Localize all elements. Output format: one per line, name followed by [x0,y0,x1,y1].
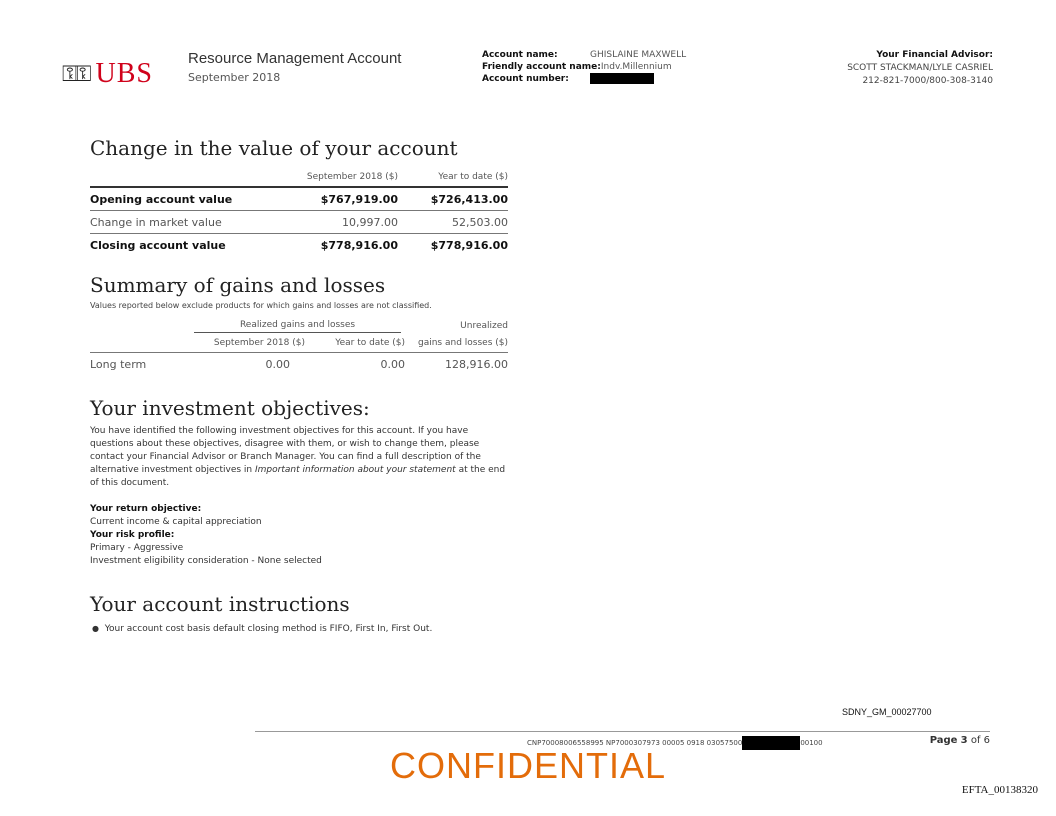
gains-section-title: Summary of gains and losses [90,273,386,297]
objectives-text: You have identified the following investment objectives for this account. If you have questions about these objectives, disagree with them, or wish to change them, please contact your Financial Advisor or Branch Manager. You can find a full description of the alternative investment objectives in [90,426,481,475]
row-label: Opening account value [90,192,233,206]
ubs-keys-icon: ⚿⚿ [62,61,88,87]
col-month-header: September 2018 ($) [306,172,398,182]
objectives-paragraph [90,425,510,490]
objectives-details [90,503,510,568]
statement-period: September 2018 [188,71,281,84]
row-month: $767,919.00 [320,192,398,206]
row-month: $778,916.00 [320,238,398,252]
footer-divider [255,731,990,732]
table-row [90,210,508,233]
objectives-text-end: at the end of this document. [90,465,506,488]
page-indicator [930,735,990,746]
advisor-names: SCOTT STACKMAN/LYLE CASRIEL [847,63,993,73]
row-ytd: $726,413.00 [430,192,508,206]
row-label: Closing account value [90,238,226,252]
advisor-phones: 212-821-7000/800-308-3140 [862,76,993,86]
account-info [482,49,686,85]
account-name-label: Account name: [482,50,558,60]
bates-number: SDNY_GM_00027700 [842,707,932,717]
gains-group-header [90,318,508,334]
objectives-section-title: Your investment objectives: [90,396,370,420]
page-number: 3 [960,735,968,746]
advisor-label: Your Financial Advisor: [876,50,993,60]
financial-advisor [847,49,993,88]
account-number-redaction [590,73,654,84]
table-row [90,352,508,375]
gains-note: Values reported below exclude products for which gains and losses are not classified. [90,301,432,310]
table-row [90,186,508,210]
confidential-stamp: CONFIDENTIAL [390,745,667,786]
page-total: of 6 [970,735,990,746]
change-table-header [90,168,508,186]
instructions-section-title: Your account instructions [90,592,350,616]
statement-title: Resource Management Account [188,50,402,67]
row-ytd: 52,503.00 [452,215,508,229]
ubs-logo-text: UBS [95,58,153,89]
gains-table [90,318,508,375]
col-unrealized-header: gains and losses ($) [418,338,508,348]
risk-profile-value: Primary - Aggressive [90,543,184,553]
gains-col-header [90,334,508,352]
return-objective-label: Your return objective: [90,504,202,514]
row-ytd: 0.00 [380,357,405,371]
row-ytd: $778,916.00 [430,238,508,252]
change-section-title: Change in the value of your account [90,136,458,160]
instructions-item [92,622,512,636]
footer-code-right: 00100 [800,739,823,747]
risk-profile-label: Your risk profile: [90,530,175,540]
instructions-text: Your account cost basis default closing method is FIFO, First In, First Out. [104,624,433,634]
realized-header: Realized gains and losses [194,320,401,333]
objectives-link-text: Important information about your statement [255,465,456,475]
friendly-name-value: Indv.Millennium [600,62,672,72]
col-ytd-header: Year to date ($) [438,172,508,182]
change-table [90,168,508,256]
return-objective-value: Current income & capital appreciation [90,517,262,527]
ubs-logo [62,58,153,90]
footer-code-left: CNP70008006558995 NP7000307973 00005 0918 03057500 [527,739,743,747]
account-number-label: Account number: [482,74,569,84]
col-month-header: September 2018 ($) [213,338,305,348]
row-label: Long term [90,357,147,371]
row-month: 0.00 [265,357,290,371]
table-row [90,233,508,256]
footer-code-redaction [742,736,800,750]
bullet-icon: ● [92,624,99,633]
row-month: 10,997.00 [342,215,398,229]
friendly-name-label: Friendly account name: [482,62,601,72]
row-label: Change in market value [90,215,222,229]
row-unrealized: 128,916.00 [445,357,508,371]
efta-number: EFTA_00138320 [961,784,1038,796]
page-label: Page [929,735,958,746]
unrealized-header: Unrealized [460,321,508,331]
col-ytd-header: Year to date ($) [335,338,405,348]
account-name-value: GHISLAINE MAXWELL [590,50,687,60]
eligibility-text: Investment eligibility consideration - None selected [90,556,322,566]
